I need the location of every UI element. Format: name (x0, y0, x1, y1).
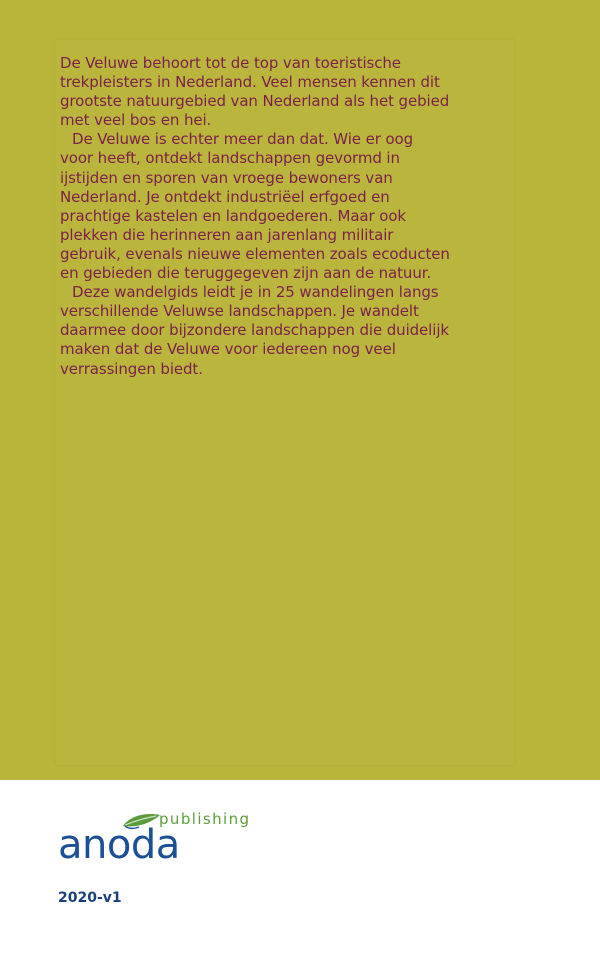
blurb-line: trekpleisters in Nederland. Veel mensen kennen dit (60, 73, 440, 92)
blurb-line: prachtige kastelen en landgoederen. Maar ook (60, 206, 406, 225)
blurb-line: verschillende Veluwse landschappen. Je wandelt (60, 302, 419, 321)
blurb-line: ijstijden en sporen van vroege bewoners van (60, 168, 393, 187)
blurb-line: Deze wandelgids leidt je in 25 wandelingen langs (72, 283, 439, 302)
version-label: 2020-v1 (58, 890, 122, 906)
blurb-line: maken dat de Veluwe voor iedereen nog veel (60, 340, 396, 359)
blurb-line: verrassingen biedt. (60, 359, 203, 378)
blurb-line: De Veluwe behoort tot de top van toeristische (60, 54, 401, 72)
blurb-line: daarmee door bijzondere landschappen die duidelijk (60, 321, 449, 340)
publisher-logo (58, 800, 268, 872)
back-cover-blurb (60, 54, 560, 379)
blurb-line: plekken die herinneren aan jarenlang militair (60, 225, 394, 244)
blurb-line: voor heeft, ontdekt landschappen gevormd in (60, 149, 400, 168)
publisher-name: anoda (58, 822, 180, 868)
blurb-line: en gebieden die teruggegeven zijn aan de natuur. (60, 264, 432, 283)
blurb-line: De Veluwe is echter meer dan dat. Wie er oog (72, 130, 414, 149)
blurb-line: gebruik, evenals nieuwe elementen zoals ecoducten (60, 244, 450, 263)
blurb-line: met veel bos en hei. (60, 111, 212, 130)
publisher-tagline: publishing (159, 810, 251, 828)
blurb-line: grootste natuurgebied van Nederland als het gebied (60, 92, 450, 111)
blurb-line: Nederland. Je ontdekt industriëel erfgoed en (60, 187, 390, 206)
